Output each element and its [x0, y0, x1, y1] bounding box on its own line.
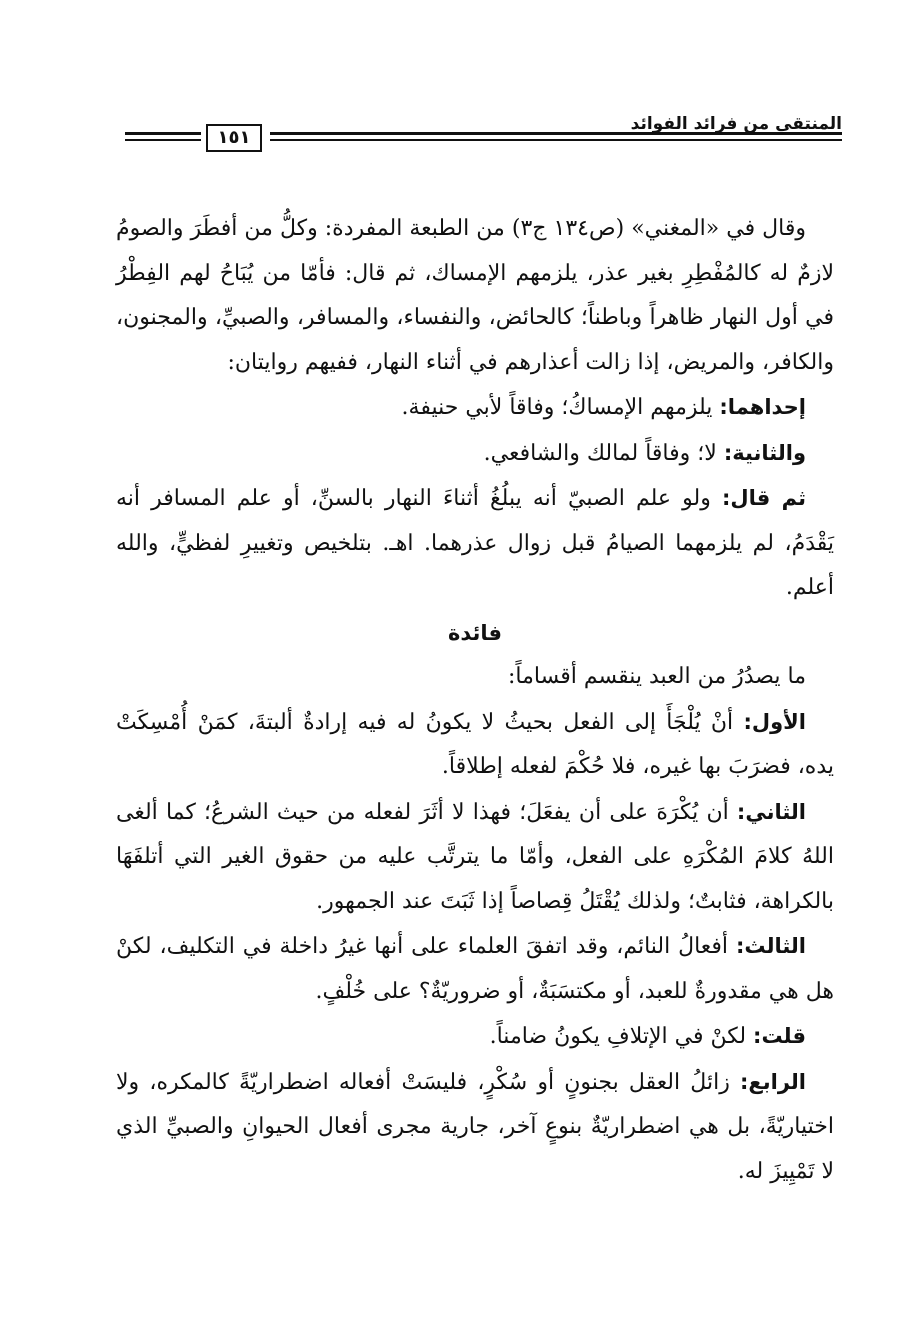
paragraph-lead: والثانية:: [723, 440, 806, 465]
section-heading: فائدة: [447, 620, 503, 645]
paragraph-text: ولو علم الصبيّ أنه يبلُغُ أثناءَ النهار بالسنِّ، أو علم المسافر أنه يَقْدَمُ، لم يلزمهما الصيامُ قبل زوال عذرهما. اهـ. بتلخيص وتغييرِ لفظيٍّ، والله أعلم.: [116, 486, 834, 600]
item-text: أنْ يُلْجَأَ إلى الفعل بحيثُ لا يكونُ له فيه إرادةٌ ألبتةَ، كمَنْ أُمْسِكَتْ يده، فضرَبَ بها غيره، فلا حُكْمَ لفعله إطلاقاً.: [116, 709, 834, 779]
item-lead: الثالث:: [735, 934, 806, 958]
section-item-first: [116, 700, 834, 790]
page-body: [116, 207, 834, 1194]
section-item-fourth: [116, 1060, 834, 1195]
section-intro: [116, 655, 834, 700]
item-lead: الرابع:: [740, 1069, 806, 1094]
section-item-second: [116, 790, 834, 925]
paragraph-text: وقال في «المغني» (ص١٣٤ ج٣) من الطبعة المفردة: وكلُّ من أفطَرَ والصومُ لازمٌ له كالمُفْطِرِ بغير عذر، يلزمهم الإمساك، ثم قال: فأمّا من يُبَاحُ لهم الفِطْرُ في أول النهار ظاهراً وباطناً؛ كالحائض، والنفساء، والمسافر، والصبيِّ، والمجنون، والكافر، والمريض، إذا زالت أعذارهم في أثناء النهار، ففيهم روايتان:: [116, 216, 834, 375]
section-item-third: [116, 924, 834, 1014]
section-item-note: [116, 1014, 834, 1060]
paragraph-mughni-quote: [116, 207, 834, 385]
book-title: المنتقى من فرائد الفوائد: [630, 114, 842, 134]
running-header: [120, 112, 842, 154]
paragraph-first-narration: [116, 385, 834, 431]
paragraph-text: ما يصدُرُ من العبد ينقسم أقساماً:: [508, 664, 806, 689]
item-text: أفعالُ النائم، وقد اتفقَ العلماء على أنها غيرُ داخلة في التكليف، لكنْ هل هي مقدورةٌ للعبد، أو مكتسَبَةٌ، أو ضروريّةٌ؟ على خُلْفٍ.: [116, 934, 834, 1004]
item-text: زائلُ العقل بجنونٍ أو سُكْرٍ، فليسَتْ أفعاله اضطراريّةً كالمكره، ولا اختياريّةً، بل هي اضطراريّةٌ بنوعٍ آخر، جارية مجرى أفعال الحيوانِ والصبيِّ الذي لا تَمْيِيزَ له.: [116, 1069, 834, 1184]
paragraph-text: يلزمهم الإمساكُ؛ وفاقاً لأبي حنيفة.: [401, 395, 713, 420]
paragraph-then-he-said: [116, 476, 834, 611]
paragraph-lead: ثم قال:: [721, 486, 806, 510]
item-lead: الأول:: [743, 709, 806, 734]
item-text: لكنْ في الإتلافِ يكونُ ضامناً.: [489, 1024, 747, 1049]
page-number: ١٥١: [206, 124, 262, 152]
header-rule-left: [125, 132, 201, 145]
item-lead: الثاني:: [736, 799, 806, 824]
item-text: أن يُكْرَهَ على أن يفعَلَ؛ فهذا لا أثَرَ لفعله من حيث الشرعُ؛ كما ألغى اللهُ كلامَ المُكْرَهِ على الفعل، وأمّا ما يترتَّب عليه من حقوق الغير التي أتلفَهَا بالكراهة، فثابتٌ؛ ولذلك يُقْتَلُ قِصاصاً إذا ثَبَتَ عند الجمهور.: [116, 799, 834, 914]
paragraph-second-narration: [116, 431, 834, 477]
item-lead: قلت:: [753, 1024, 806, 1048]
paragraph-text: لا؛ وفاقاً لمالك والشافعي.: [483, 440, 717, 466]
paragraph-lead: إحداهما:: [719, 395, 806, 419]
